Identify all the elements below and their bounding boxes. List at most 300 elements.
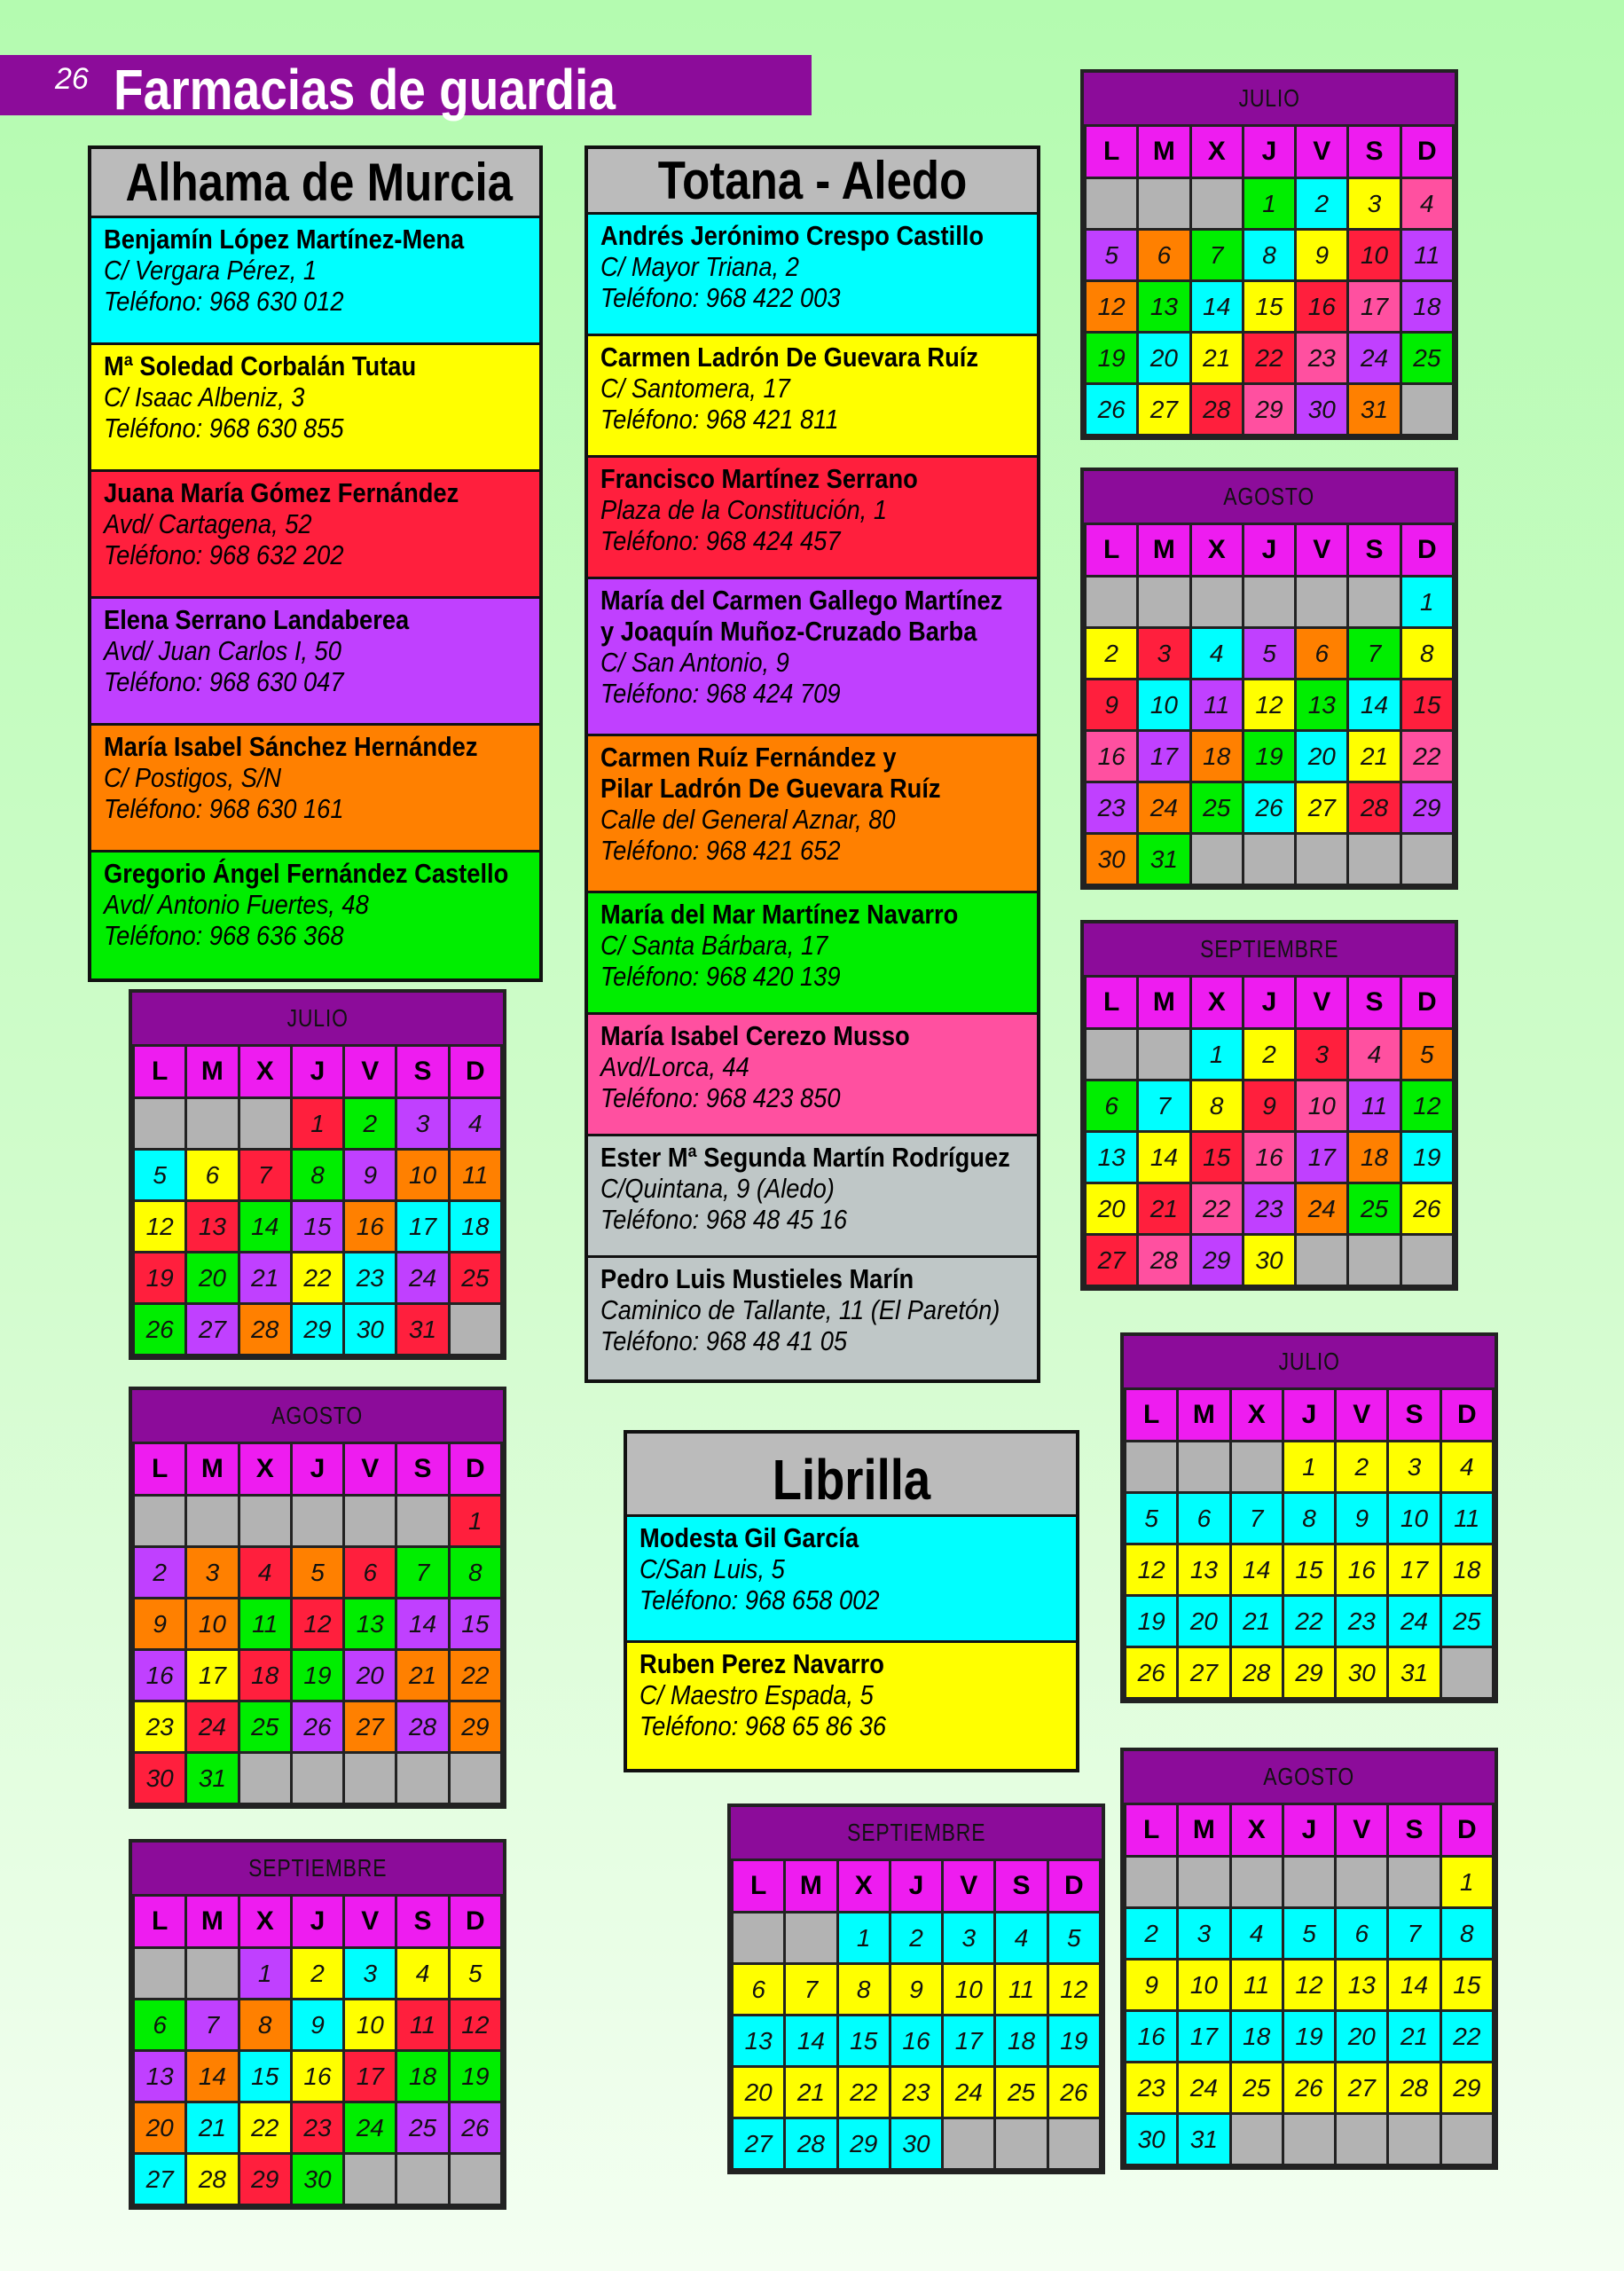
weekday-header: D [1400, 977, 1453, 1029]
empty-day-cell [1283, 1857, 1335, 1908]
calendar-month-title [132, 1390, 503, 1442]
pharmacy-phone: Teléfono: 968 421 652 [600, 835, 841, 866]
day-cell: 7 [1388, 1908, 1440, 1960]
day-cell: 26 [1400, 1183, 1453, 1235]
alhama-calendar-julio [129, 989, 506, 1360]
pharmacy-address: Avd/ Juan Carlos I, 50 [104, 635, 341, 666]
day-cell: 10 [1178, 1960, 1230, 2011]
week-row [134, 1701, 502, 1753]
day-cell: 28 [1230, 1647, 1283, 1699]
day-cell: 6 [733, 1964, 785, 2016]
weekday-header: X [1230, 1804, 1283, 1857]
day-cell: 7 [186, 2000, 239, 2051]
pharmacy-address: C/ Vergara Pérez, 1 [104, 255, 318, 286]
week-row [134, 2051, 502, 2102]
weekday-header: V [344, 1443, 396, 1496]
weekday-header: S [396, 1896, 449, 1948]
pharmacy-entry [627, 1517, 1076, 1643]
day-cell: 30 [291, 2154, 343, 2205]
empty-day-cell [1138, 577, 1190, 628]
day-cell: 27 [1336, 2063, 1388, 2114]
pharmacy-phone: Teléfono: 968 423 850 [600, 1082, 841, 1113]
week-row [1086, 384, 1454, 436]
pharmacy-name: Gregorio Ángel Fernández Castello [104, 858, 509, 889]
pharmacy-name: Pedro Luis Mustieles Marín [600, 1263, 914, 1294]
weekday-row [1086, 126, 1454, 178]
day-cell: 1 [1190, 1029, 1243, 1080]
day-cell: 2 [1086, 628, 1138, 680]
calendar-month-title [1124, 1336, 1495, 1387]
day-cell: 22 [449, 1650, 501, 1701]
pharmacy-address: C/ Isaac Albeniz, 3 [104, 381, 305, 413]
day-cell: 2 [890, 1913, 942, 1964]
day-cell: 23 [1243, 1183, 1295, 1235]
day-cell: 9 [1243, 1080, 1295, 1132]
week-row [1086, 230, 1454, 281]
week-row [1126, 1442, 1494, 1493]
pharmacy-address: C/ Maestro Espada, 5 [639, 1679, 874, 1710]
calendar-month-label: SEPTIEMBRE [247, 1854, 388, 1882]
day-cell: 18 [449, 1201, 501, 1253]
day-cell: 31 [396, 1304, 449, 1356]
weekday-header: S [396, 1046, 449, 1098]
empty-day-cell [1086, 1029, 1138, 1080]
day-cell: 29 [449, 1701, 501, 1753]
week-row [1086, 1183, 1454, 1235]
day-cell: 14 [239, 1201, 291, 1253]
empty-day-cell [1296, 1235, 1348, 1286]
day-cell: 22 [1283, 1596, 1335, 1647]
pharmacy-address: C/ Mayor Triana, 2 [600, 251, 799, 282]
calendar-grid [1084, 523, 1455, 886]
day-cell: 4 [995, 1913, 1047, 1964]
day-cell: 25 [449, 1253, 501, 1304]
day-cell: 9 [291, 2000, 343, 2051]
day-cell: 5 [1400, 1029, 1453, 1080]
calendar-grid [1124, 1803, 1495, 2166]
empty-day-cell [995, 2118, 1047, 2170]
day-cell: 7 [1190, 230, 1243, 281]
day-cell: 6 [1086, 1080, 1138, 1132]
pharmacy-entry [91, 599, 539, 726]
day-cell: 3 [1178, 1908, 1230, 1960]
weekday-header: L [1126, 1389, 1178, 1442]
weekday-header: V [1296, 126, 1348, 178]
calendar-month-label: AGOSTO [1263, 1763, 1355, 1790]
weekday-row [1126, 1804, 1494, 1857]
pharmacy-entry [588, 1015, 1037, 1136]
empty-day-cell [344, 1496, 396, 1547]
empty-day-cell [1230, 1857, 1283, 1908]
day-cell: 24 [1348, 333, 1400, 384]
day-cell: 15 [291, 1201, 343, 1253]
day-cell: 16 [890, 2016, 942, 2067]
day-cell: 22 [1440, 2011, 1493, 2063]
calendar-month-label: JULIO [1278, 1348, 1340, 1375]
day-cell: 26 [1283, 2063, 1335, 2114]
day-cell: 31 [1348, 384, 1400, 436]
day-cell: 19 [1243, 731, 1295, 782]
librilla-title: Librilla [627, 1434, 1076, 1517]
totana-calendar-julio [1080, 69, 1458, 440]
weekday-header: D [1400, 126, 1453, 178]
day-cell: 28 [1348, 782, 1400, 834]
empty-day-cell [239, 1496, 291, 1547]
day-cell: 18 [1348, 1132, 1400, 1183]
pharmacy-name: María del Carmen Gallego Martínez [600, 585, 1003, 616]
day-cell: 10 [1296, 1080, 1348, 1132]
day-cell: 23 [1126, 2063, 1178, 2114]
day-cell: 11 [449, 1150, 501, 1201]
day-cell: 28 [1190, 384, 1243, 436]
pharmacy-phone: Teléfono: 968 48 41 05 [600, 1325, 848, 1356]
calendar-month-label: AGOSTO [271, 1402, 364, 1429]
day-cell: 8 [1283, 1493, 1335, 1544]
day-cell: 13 [1178, 1544, 1230, 1596]
weekday-header: M [186, 1896, 239, 1948]
day-cell: 12 [134, 1201, 186, 1253]
day-cell: 6 [1336, 1908, 1388, 1960]
week-row [134, 1650, 502, 1701]
weekday-header: M [186, 1046, 239, 1098]
empty-day-cell [134, 1948, 186, 2000]
day-cell: 5 [1283, 1908, 1335, 1960]
day-cell: 24 [1178, 2063, 1230, 2114]
day-cell: 26 [1243, 782, 1295, 834]
pharmacy-name: Mª Soledad Corbalán Tutau [104, 350, 417, 381]
day-cell: 9 [1296, 230, 1348, 281]
day-cell: 15 [1440, 1960, 1493, 2011]
weekday-header: M [1138, 524, 1190, 577]
calendar-grid [731, 1858, 1102, 2171]
weekday-header: D [449, 1896, 501, 1948]
week-row [1086, 178, 1454, 230]
empty-day-cell [396, 1496, 449, 1547]
day-cell: 1 [1283, 1442, 1335, 1493]
day-cell: 16 [1296, 281, 1348, 333]
weekday-header: X [239, 1046, 291, 1098]
weekday-header: V [1296, 977, 1348, 1029]
day-cell: 26 [1126, 1647, 1178, 1699]
empty-day-cell [186, 1098, 239, 1150]
pharmacy-name: Juana María Gómez Fernández [104, 477, 459, 508]
day-cell: 2 [134, 1547, 186, 1599]
weekday-header: D [1440, 1389, 1493, 1442]
day-cell: 21 [396, 1650, 449, 1701]
weekday-header: L [733, 1860, 785, 1913]
day-cell: 11 [995, 1964, 1047, 2016]
page-title: Farmacias de guardia [114, 58, 616, 122]
day-cell: 23 [1086, 782, 1138, 834]
day-cell: 13 [733, 2016, 785, 2067]
calendar-month-title [1084, 73, 1455, 124]
day-cell: 16 [344, 1201, 396, 1253]
weekday-header: D [1047, 1860, 1100, 1913]
empty-day-cell [1230, 1442, 1283, 1493]
calendar-month-label: SEPTIEMBRE [846, 1819, 986, 1846]
pharmacy-phone: Teléfono: 968 630 012 [104, 286, 344, 317]
pharmacy-entry [91, 218, 539, 345]
week-row [1126, 1857, 1494, 1908]
week-row [1126, 1493, 1494, 1544]
calendar-grid [132, 1044, 503, 1356]
empty-day-cell [134, 1496, 186, 1547]
empty-day-cell [1440, 2114, 1493, 2165]
totana-calendar-septiembre [1080, 920, 1458, 1291]
empty-day-cell [449, 2154, 501, 2205]
pharmacy-phone: Teléfono: 968 421 811 [600, 404, 839, 435]
weekday-header: S [396, 1443, 449, 1496]
day-cell: 25 [1440, 1596, 1493, 1647]
day-cell: 27 [1138, 384, 1190, 436]
pharmacy-name: Andrés Jerónimo Crespo Castillo [600, 220, 985, 251]
empty-day-cell [1190, 577, 1243, 628]
day-cell: 13 [344, 1599, 396, 1650]
week-row [134, 1253, 502, 1304]
day-cell: 9 [134, 1599, 186, 1650]
day-cell: 30 [344, 1304, 396, 1356]
empty-day-cell [239, 1753, 291, 1804]
week-row [134, 1098, 502, 1150]
weekday-header: J [1283, 1389, 1335, 1442]
pharmacy-entry [588, 336, 1037, 458]
alhama-pharmacy-list [91, 218, 539, 978]
day-cell: 1 [1400, 577, 1453, 628]
calendar-month-title [132, 1843, 503, 1894]
day-cell: 19 [1400, 1132, 1453, 1183]
empty-day-cell [396, 2154, 449, 2205]
pharmacy-address: Avd/ Cartagena, 52 [104, 508, 312, 539]
empty-day-cell [1348, 1235, 1400, 1286]
pharmacy-name: Carmen Ladrón De Guevara Ruíz [600, 342, 978, 373]
pharmacy-address: Avd/ Antonio Fuertes, 48 [104, 889, 369, 920]
weekday-header: S [1388, 1804, 1440, 1857]
day-cell: 7 [1230, 1493, 1283, 1544]
day-cell: 20 [733, 2067, 785, 2118]
day-cell: 15 [1190, 1132, 1243, 1183]
day-cell: 19 [291, 1650, 343, 1701]
day-cell: 18 [1190, 731, 1243, 782]
pharmacy-entry [588, 1136, 1037, 1258]
week-row [134, 1547, 502, 1599]
day-cell: 20 [1296, 731, 1348, 782]
pharmacy-address: C/ Postigos, S/N [104, 762, 282, 793]
week-row [1126, 1647, 1494, 1699]
day-cell: 27 [134, 2154, 186, 2205]
weekday-header: J [1283, 1804, 1335, 1857]
pharmacy-entry [588, 215, 1037, 336]
totana-title: Totana - Aledo [588, 149, 1037, 215]
week-row [134, 2154, 502, 2205]
day-cell: 24 [1138, 782, 1190, 834]
day-cell: 23 [134, 1701, 186, 1753]
day-cell: 31 [1388, 1647, 1440, 1699]
empty-day-cell [1086, 178, 1138, 230]
weekday-header: D [449, 1443, 501, 1496]
day-cell: 28 [1388, 2063, 1440, 2114]
day-cell: 12 [291, 1599, 343, 1650]
day-cell: 16 [291, 2051, 343, 2102]
weekday-header: L [134, 1896, 186, 1948]
day-cell: 28 [186, 2154, 239, 2205]
day-cell: 10 [396, 1150, 449, 1201]
empty-day-cell [785, 1913, 837, 1964]
weekday-header: M [785, 1860, 837, 1913]
pharmacy-phone: Teléfono: 968 422 003 [600, 282, 841, 313]
weekday-header: L [1126, 1804, 1178, 1857]
day-cell: 16 [1086, 731, 1138, 782]
pharmacy-phone: Teléfono: 968 658 002 [639, 1584, 880, 1615]
week-row [1086, 731, 1454, 782]
day-cell: 11 [1400, 230, 1453, 281]
day-cell: 26 [134, 1304, 186, 1356]
pharmacy-phone: Teléfono: 968 630 855 [104, 413, 344, 444]
day-cell: 24 [1296, 1183, 1348, 1235]
day-cell: 14 [396, 1599, 449, 1650]
pharmacy-entry [588, 458, 1037, 579]
calendar-month-label: JULIO [286, 1004, 349, 1032]
pharmacy-name: Modesta Gil García [639, 1522, 859, 1553]
weekday-header: S [1348, 126, 1400, 178]
weekday-header: S [1388, 1389, 1440, 1442]
empty-day-cell [1400, 1235, 1453, 1286]
pharmacy-name: y Joaquín Muñoz-Cruzado Barba [600, 616, 977, 647]
pharmacy-name: Pilar Ladrón De Guevara Ruíz [600, 773, 941, 804]
day-cell: 19 [1047, 2016, 1100, 2067]
empty-day-cell [291, 1753, 343, 1804]
weekday-row [134, 1896, 502, 1948]
day-cell: 15 [239, 2051, 291, 2102]
day-cell: 13 [1296, 680, 1348, 731]
day-cell: 27 [1296, 782, 1348, 834]
day-cell: 8 [239, 2000, 291, 2051]
day-cell: 19 [449, 2051, 501, 2102]
day-cell: 18 [1440, 1544, 1493, 1596]
weekday-header: D [449, 1046, 501, 1098]
weekday-header: J [1243, 524, 1295, 577]
day-cell: 2 [291, 1948, 343, 2000]
day-cell: 2 [344, 1098, 396, 1150]
week-row [1126, 2063, 1494, 2114]
librilla-pharmacy-list [627, 1517, 1076, 1769]
weekday-header: L [1086, 126, 1138, 178]
day-cell: 3 [1348, 178, 1400, 230]
pharmacy-name: Elena Serrano Landaberea [104, 604, 410, 635]
calendar-month-title [132, 993, 503, 1044]
day-cell: 3 [1388, 1442, 1440, 1493]
day-cell: 21 [1348, 731, 1400, 782]
day-cell: 27 [1086, 1235, 1138, 1286]
week-row [733, 2016, 1101, 2067]
pharmacy-phone: Teléfono: 968 632 202 [104, 539, 344, 570]
week-row [134, 1948, 502, 2000]
librilla-calendar-agosto [1120, 1748, 1498, 2170]
week-row [1126, 1596, 1494, 1647]
day-cell: 21 [1388, 2011, 1440, 2063]
day-cell: 7 [1138, 1080, 1190, 1132]
empty-day-cell [1296, 834, 1348, 885]
day-cell: 12 [1047, 1964, 1100, 2016]
day-cell: 13 [1086, 1132, 1138, 1183]
empty-day-cell [1138, 1029, 1190, 1080]
calendar-grid [1084, 124, 1455, 436]
day-cell: 12 [449, 2000, 501, 2051]
pharmacy-name: Francisco Martínez Serrano [600, 463, 918, 494]
weekday-header: J [1243, 126, 1295, 178]
day-cell: 20 [186, 1253, 239, 1304]
alhama-pharmacy-box [88, 145, 543, 982]
day-cell: 30 [1336, 1647, 1388, 1699]
pharmacy-name: María del Mar Martínez Navarro [600, 899, 959, 930]
day-cell: 13 [1138, 281, 1190, 333]
day-cell: 8 [1400, 628, 1453, 680]
day-cell: 21 [239, 1253, 291, 1304]
day-cell: 26 [291, 1701, 343, 1753]
day-cell: 7 [396, 1547, 449, 1599]
week-row [733, 2118, 1101, 2170]
pharmacy-address: Avd/Lorca, 44 [600, 1051, 749, 1082]
empty-day-cell [1126, 1857, 1178, 1908]
day-cell: 5 [1086, 230, 1138, 281]
calendar-month-title [731, 1807, 1102, 1858]
weekday-header: J [291, 1443, 343, 1496]
day-cell: 22 [1400, 731, 1453, 782]
day-cell: 17 [1178, 2011, 1230, 2063]
day-cell: 7 [1348, 628, 1400, 680]
weekday-header: X [837, 1860, 890, 1913]
day-cell: 1 [1440, 1857, 1493, 1908]
day-cell: 17 [1138, 731, 1190, 782]
day-cell: 29 [1243, 384, 1295, 436]
weekday-header: S [995, 1860, 1047, 1913]
day-cell: 10 [1138, 680, 1190, 731]
day-cell: 31 [186, 1753, 239, 1804]
empty-day-cell [1178, 1442, 1230, 1493]
day-cell: 16 [134, 1650, 186, 1701]
weekday-header: V [1296, 524, 1348, 577]
pharmacy-name: María Isabel Cerezo Musso [600, 1020, 910, 1051]
empty-day-cell [1400, 384, 1453, 436]
day-cell: 29 [1400, 782, 1453, 834]
empty-day-cell [1296, 577, 1348, 628]
week-row [134, 1201, 502, 1253]
day-cell: 24 [943, 2067, 995, 2118]
day-cell: 24 [1388, 1596, 1440, 1647]
empty-day-cell [1348, 834, 1400, 885]
day-cell: 14 [1138, 1132, 1190, 1183]
alhama-calendar-agosto [129, 1387, 506, 1809]
day-cell: 25 [1190, 782, 1243, 834]
day-cell: 8 [1243, 230, 1295, 281]
pharmacy-phone: Teléfono: 968 420 139 [600, 961, 841, 992]
day-cell: 16 [1336, 1544, 1388, 1596]
weekday-header: D [1440, 1804, 1493, 1857]
day-cell: 16 [1126, 2011, 1178, 2063]
day-cell: 11 [1190, 680, 1243, 731]
empty-day-cell [344, 2154, 396, 2205]
alhama-calendar-septiembre [129, 1839, 506, 2210]
day-cell: 15 [1283, 1544, 1335, 1596]
day-cell: 25 [1348, 1183, 1400, 1235]
day-cell: 7 [785, 1964, 837, 2016]
day-cell: 11 [1348, 1080, 1400, 1132]
day-cell: 25 [239, 1701, 291, 1753]
day-cell: 29 [1190, 1235, 1243, 1286]
day-cell: 3 [396, 1098, 449, 1150]
empty-day-cell [1283, 2114, 1335, 2165]
day-cell: 31 [1178, 2114, 1230, 2165]
pharmacy-address: Caminico de Tallante, 11 (El Paretón) [600, 1294, 1000, 1325]
